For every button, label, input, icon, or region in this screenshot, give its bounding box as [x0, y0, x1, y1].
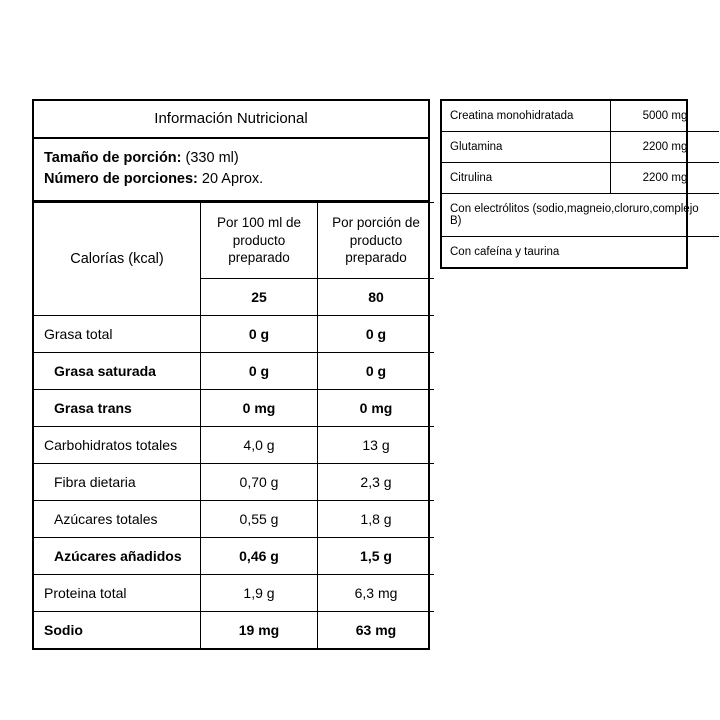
nutrient-value-100ml: 1,9 g	[243, 584, 275, 601]
table-row	[442, 194, 719, 237]
calories-per-serving-cell	[318, 278, 435, 315]
nutrient-name: Proteina total	[44, 584, 127, 601]
nutrient-value-100ml-cell	[201, 574, 318, 611]
nutrient-value-serving-cell	[318, 574, 435, 611]
column-header-per-serving-cell	[318, 203, 435, 279]
column-header-per-100ml: Por 100 ml de producto preparado	[216, 215, 302, 266]
nutrient-name-cell	[34, 426, 201, 463]
calories-per-serving: 80	[368, 288, 384, 305]
table-row	[34, 500, 434, 537]
nutrient-value-100ml-cell	[201, 537, 318, 574]
supplement-note: Con cafeína y taurina	[442, 237, 719, 268]
nutrient-value-100ml-cell	[201, 611, 318, 648]
nutrient-name-cell	[34, 352, 201, 389]
ingredient-name: Glutamina	[442, 132, 611, 163]
supplement-note: Con electrólitos (sodio,magneio,cloruro,complejo B)	[442, 194, 719, 237]
nutrient-value-serving: 0 g	[365, 362, 387, 379]
ingredient-amount: 5000 mg	[611, 101, 720, 132]
calories-per-100ml-cell	[201, 278, 318, 315]
calories-row-label-cell	[34, 203, 201, 316]
nutrient-value-serving: 0 mg	[359, 399, 393, 416]
calories-row-label: Calorías (kcal)	[70, 250, 164, 267]
nutrient-name-cell	[34, 611, 201, 648]
nutrient-value-100ml-cell	[201, 389, 318, 426]
nutrient-value-serving: 13 g	[362, 436, 390, 453]
nutrient-name-cell	[34, 389, 201, 426]
nutrient-value-serving-cell	[318, 426, 435, 463]
nutrient-value-serving: 0 g	[365, 325, 387, 342]
supplement-table	[442, 101, 719, 267]
nutrient-name-cell	[34, 500, 201, 537]
ingredient-amount: 2200 mg	[611, 132, 720, 163]
serving-size-line	[44, 148, 418, 169]
nutrient-value-serving: 6,3 mg	[354, 584, 398, 601]
table-row	[34, 389, 434, 426]
table-row	[34, 352, 434, 389]
column-header-per-100ml-cell	[201, 203, 318, 279]
table-row	[34, 315, 434, 352]
nutrient-value-serving: 2,3 g	[360, 473, 392, 490]
table-row	[34, 537, 434, 574]
nutrient-value-serving-cell	[318, 389, 435, 426]
table-row	[442, 163, 719, 194]
nutrient-value-100ml-cell	[201, 500, 318, 537]
nutrient-name: Grasa trans	[54, 399, 132, 416]
table-row	[442, 101, 719, 132]
table-row	[442, 132, 719, 163]
nutrient-value-100ml: 0,46 g	[239, 547, 279, 564]
nutrient-name: Azúcares añadidos	[54, 547, 182, 564]
nutrient-value-100ml-cell	[201, 463, 318, 500]
nutrient-value-100ml: 4,0 g	[243, 436, 275, 453]
serving-size-label: Tamaño de porción:	[44, 150, 182, 166]
nutrient-value-100ml: 19 mg	[238, 621, 280, 638]
nutrient-value-100ml-cell	[201, 315, 318, 352]
nutrient-value-serving: 1,5 g	[360, 547, 392, 564]
calories-per-100ml: 25	[251, 288, 267, 305]
nutrient-value-100ml: 0,55 g	[239, 510, 279, 527]
nutrient-name-cell	[34, 315, 201, 352]
nutrition-facts-panel	[32, 99, 430, 650]
nutrient-value-serving-cell	[318, 315, 435, 352]
nutrition-table-body	[34, 203, 434, 648]
column-header-per-serving: Por porción de producto preparado	[332, 215, 420, 266]
servings-count-value: 20 Aprox.	[201, 171, 264, 188]
ingredient-amount: 2200 mg	[611, 163, 720, 194]
supplement-ingredients-panel	[440, 99, 699, 269]
serving-size-value: (330 ml)	[185, 150, 239, 166]
nutrient-name-cell	[34, 463, 201, 500]
nutrient-name: Sodio	[44, 621, 83, 638]
nutrient-value-100ml-cell	[201, 426, 318, 463]
table-row	[34, 426, 434, 463]
nutrient-value-100ml: 0 g	[248, 362, 270, 379]
nutrient-name: Fibra dietaria	[54, 473, 136, 490]
supplement-table-body	[442, 101, 719, 267]
nutrient-value-100ml: 0 g	[248, 325, 270, 342]
table-row	[34, 463, 434, 500]
servings-count-label: Número de porciones:	[44, 171, 198, 188]
nutrient-value-serving: 1,8 g	[360, 510, 392, 527]
ingredient-name: Citrulina	[442, 163, 611, 194]
nutrient-value-serving-cell	[318, 611, 435, 648]
table-header-row	[34, 203, 434, 279]
nutrition-table	[34, 202, 434, 648]
table-row	[34, 611, 434, 648]
nutrient-name: Azúcares totales	[54, 510, 158, 527]
servings-count-line	[44, 169, 418, 190]
nutrient-name-cell	[34, 574, 201, 611]
nutrient-value-100ml: 0,70 g	[239, 473, 279, 490]
table-row	[34, 574, 434, 611]
serving-information	[34, 139, 428, 202]
table-row	[442, 237, 719, 268]
nutrient-name: Grasa saturada	[54, 362, 156, 379]
nutrition-panel-title: Información Nutricional	[34, 101, 428, 139]
nutrient-value-serving: 63 mg	[355, 621, 397, 638]
ingredient-name: Creatina monohidratada	[442, 101, 611, 132]
nutrient-value-serving-cell	[318, 463, 435, 500]
nutrient-value-serving-cell	[318, 352, 435, 389]
nutrient-name: Carbohidratos totales	[44, 436, 178, 453]
nutrient-value-100ml: 0 mg	[242, 399, 276, 416]
nutrient-name: Grasa total	[44, 325, 113, 342]
nutrient-value-serving-cell	[318, 537, 435, 574]
nutrient-value-serving-cell	[318, 500, 435, 537]
nutrient-value-100ml-cell	[201, 352, 318, 389]
nutrient-name-cell	[34, 537, 201, 574]
